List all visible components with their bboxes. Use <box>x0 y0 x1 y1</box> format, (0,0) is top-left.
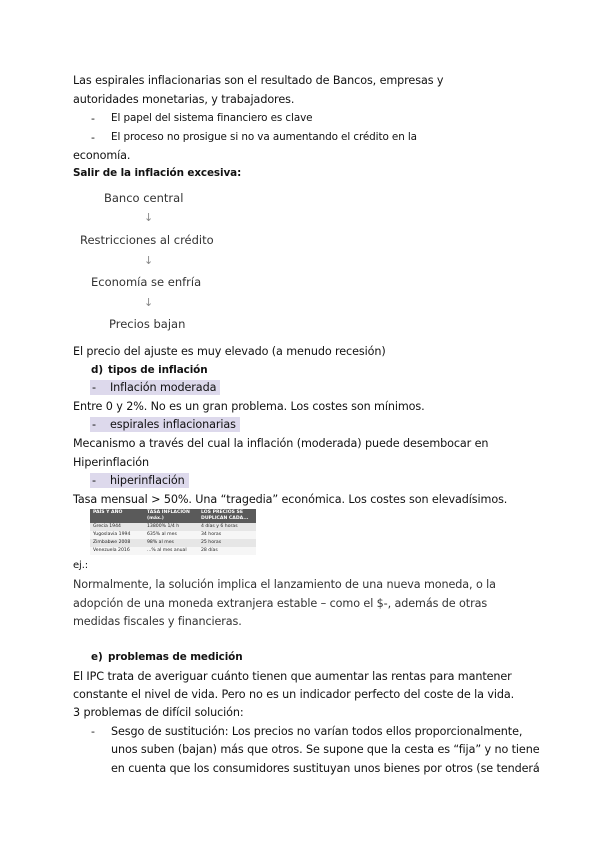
section-d-label: d) <box>91 364 103 376</box>
table-cell: Grecia 1944 <box>90 523 144 531</box>
flow-step-banco-central: Banco central <box>104 191 184 205</box>
type-moderada: Inflación moderada <box>96 380 220 395</box>
flow-step-precios: Precios bajan <box>109 317 186 331</box>
normal-line-2: adopción de una moneda extranjera estable – como el $-, además de otras <box>73 597 488 610</box>
table-cell: 34 horas <box>198 531 256 539</box>
type-hiper: hiperinflación <box>96 473 189 488</box>
section-e-line-2: constante el nivel de vida. Pero no es un indicador perfecto del coste de la vida. <box>73 688 515 701</box>
adjust-price-text: El precio del ajuste es muy elevado (a menudo recesión) <box>73 345 386 358</box>
table-cell: Venezuela 2016 <box>90 547 144 555</box>
type-espirales-desc-1: Mecanismo a través del cual la inflación (moderada) puede desembocar en <box>73 437 489 450</box>
highlight-dash: - <box>92 418 96 431</box>
flow-step-economia: Economía se enfría <box>91 275 202 289</box>
type-espirales: espirales inflacionarias <box>96 417 240 432</box>
table-cell: Zimbabwe 2008 <box>90 539 144 547</box>
table-header: TASA INFLACIÓN (máx.) <box>144 509 198 523</box>
normal-line-3: medidas fiscales y financieras. <box>73 615 242 628</box>
table-cell: Yugoslavia 1994 <box>90 531 144 539</box>
type-hiper-desc: Tasa mensual > 50%. Una “tragedia” económica. Los costes son elevadísimos. <box>73 493 508 506</box>
type-espirales-desc-2: Hiperinflación <box>73 456 150 469</box>
intro-bullet-2: El proceso no prosigue si no va aumentando el crédito en la <box>111 131 417 143</box>
table-header: LOS PRECIOS SE DUPLICAN CADA... <box>198 509 256 523</box>
table-cell: 4 días y 6 horas <box>198 523 256 531</box>
section-e-line-3: 3 problemas de difícil solución: <box>73 706 244 719</box>
table-row <box>90 523 256 531</box>
table-row <box>90 539 256 547</box>
normal-line-1: Normalmente, la solución implica el lanzamiento de una nueva moneda, o la <box>73 578 496 591</box>
flow-step-restricciones: Restricciones al crédito <box>80 233 214 247</box>
hyperinflation-table <box>90 509 256 555</box>
intro-bullet-1: El papel del sistema financiero es clave <box>111 112 313 124</box>
table-cell: 98% al mes <box>144 539 198 547</box>
table-row <box>90 531 256 539</box>
example-label: ej.: <box>73 560 89 571</box>
type-hiper-row <box>90 474 189 487</box>
intro-line-2: autoridades monetarias, y trabajadores. <box>73 93 295 106</box>
type-espirales-row <box>90 418 240 431</box>
table-cell: 13800% 1/4 h <box>144 523 198 531</box>
section-e-title: problemas de medición <box>108 651 243 663</box>
type-moderada-desc: Entre 0 y 2%. No es un gran problema. Los costes son mínimos. <box>73 400 425 413</box>
down-arrow-icon: ↓ <box>144 211 154 224</box>
bullet-dash: - <box>91 725 95 738</box>
highlight-dash: - <box>92 381 96 394</box>
down-arrow-icon: ↓ <box>144 254 154 267</box>
exit-heading: Salir de la inflación excesiva: <box>73 167 242 179</box>
bullet-dash: - <box>91 131 95 144</box>
table-row <box>90 547 256 555</box>
sesgo-line-2: unos suben (bajan) más que otros. Se supone que la cesta es “fija” y no tiene <box>111 743 540 756</box>
section-d-title: tipos de inflación <box>108 364 208 376</box>
table-header: PAÍS Y AÑO <box>90 509 144 523</box>
highlight-dash: - <box>92 474 96 487</box>
type-moderada-row <box>90 381 220 394</box>
table-cell: 635% al mes <box>144 531 198 539</box>
intro-line-1: Las espirales inflacionarias son el resultado de Bancos, empresas y <box>73 74 444 87</box>
table-cell: 25 horas <box>198 539 256 547</box>
sesgo-line-1: Sesgo de sustitución: Los precios no varían todos ellos proporcionalmente, <box>111 725 523 738</box>
section-e-line-1: El IPC trata de averiguar cuánto tienen que aumentar las rentas para mantener <box>73 670 512 683</box>
down-arrow-icon: ↓ <box>144 296 154 309</box>
intro-bullet-cont: economía. <box>73 149 131 162</box>
bullet-dash: - <box>91 112 95 125</box>
section-e-label: e) <box>91 651 103 663</box>
table-cell: ...% al mes anual <box>144 547 198 555</box>
sesgo-line-3: en cuenta que los consumidores sustituyan unos bienes por otros (se tenderá <box>111 762 540 775</box>
table-cell: 28 días <box>198 547 256 555</box>
